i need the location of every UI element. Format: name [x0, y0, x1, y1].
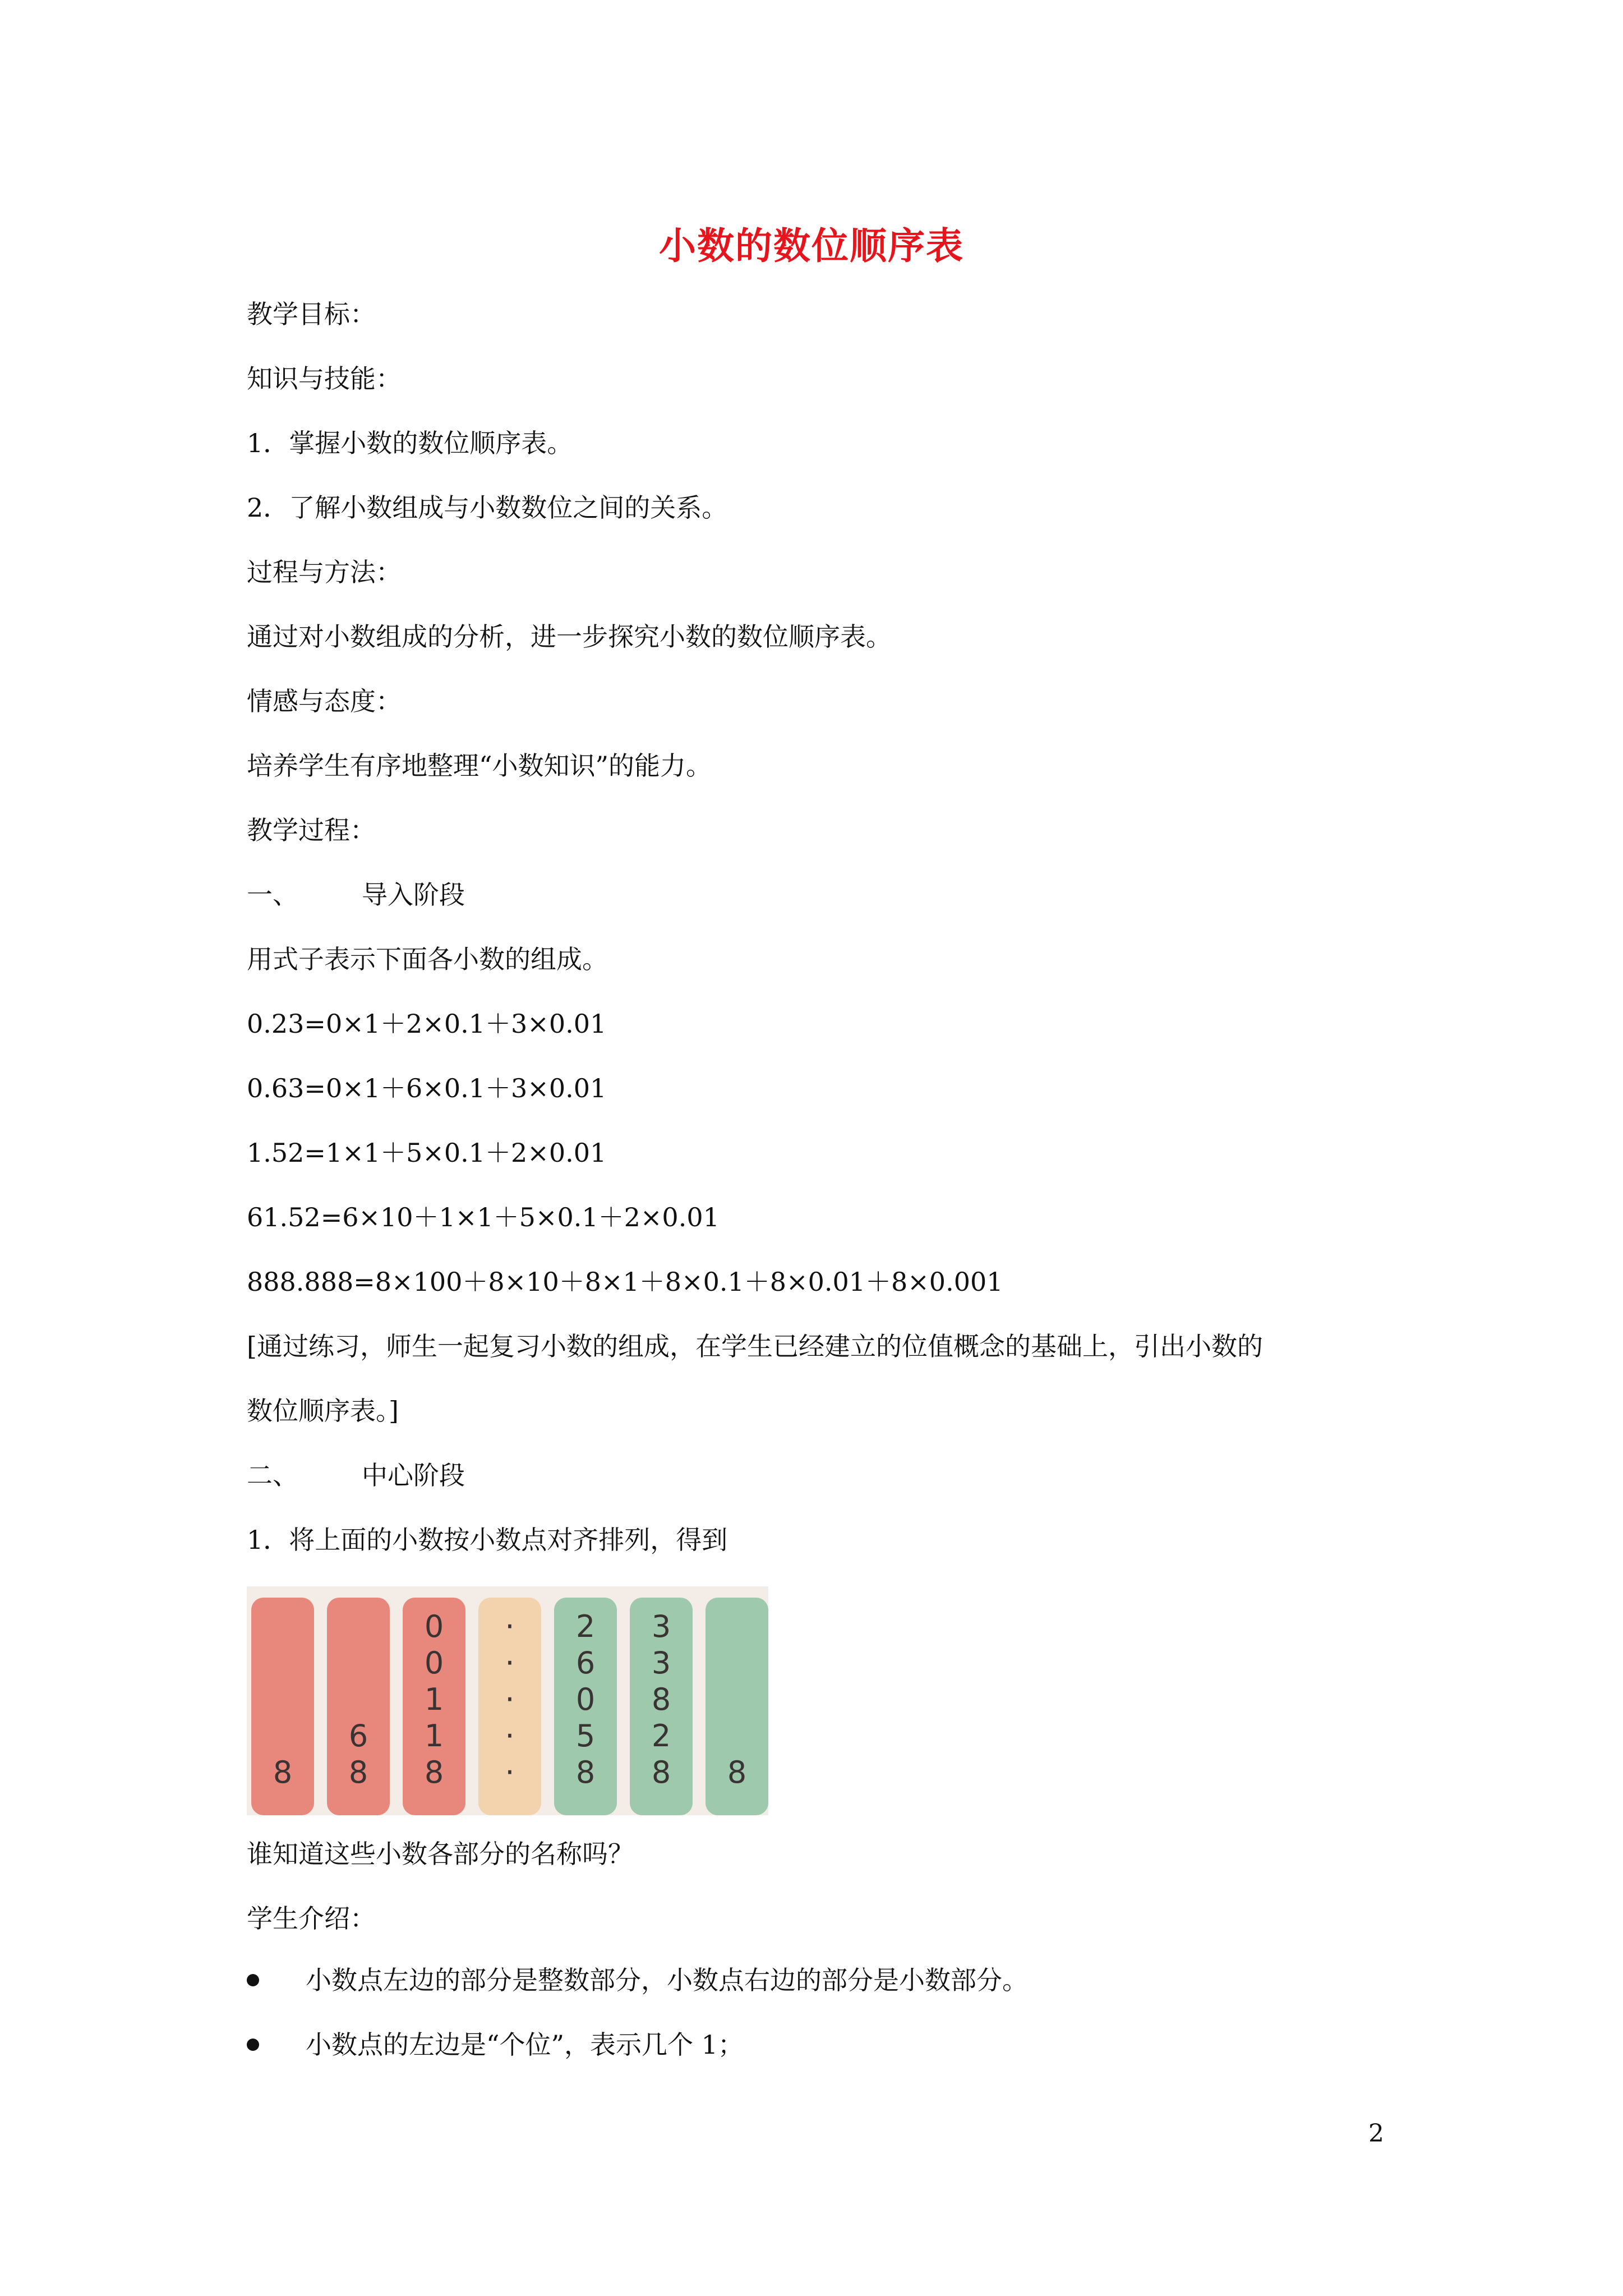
digit-cell: 3	[651, 1609, 671, 1644]
text-line: 通过对小数组成的分析，进一步探究小数的数位顺序表。	[247, 622, 892, 652]
digit-column	[478, 1598, 541, 1815]
text-line: 学生介绍：	[247, 1903, 376, 1934]
digit-cell: 2	[575, 1609, 596, 1644]
digit-cell: ·	[505, 1755, 515, 1790]
text-line: [通过练习，师生一起复习小数的组成，在学生已经建立的位值概念的基础上，引出小数的	[247, 1331, 1263, 1361]
text-line: 培养学生有序地整理“小数知识”的能力。	[247, 751, 712, 781]
text-line: 用式子表示下面各小数的组成。	[247, 944, 608, 974]
digit-cell: 0	[424, 1609, 444, 1644]
digit-cell: 0	[575, 1682, 596, 1717]
digit-cell: 8	[273, 1755, 293, 1790]
bullet-text: 小数点的左边是“个位”，表示几个 1；	[306, 2030, 744, 2060]
digit-cell: 2	[651, 1718, 671, 1754]
formula-line: 888.888=8×100＋8×10＋8×1＋8×0.1＋8×0.01＋8×0.001	[247, 1267, 1003, 1297]
text-line: 1．掌握小数的数位顺序表。	[247, 428, 573, 458]
formula-line: 0.23=0×1＋2×0.1＋3×0.01	[247, 1009, 607, 1039]
text-line: 情感与态度：	[247, 686, 402, 716]
text-line: 2．了解小数组成与小数数位之间的关系。	[247, 493, 728, 523]
text-line: 教学目标：	[247, 299, 376, 329]
digit-column	[630, 1598, 693, 1815]
digit-cell: 8	[651, 1682, 671, 1717]
section-title: 中心阶段	[362, 1460, 465, 1490]
digit-cell: ·	[505, 1718, 515, 1754]
digit-cell: 8	[651, 1755, 671, 1790]
digit-cell: 5	[575, 1718, 596, 1754]
page-title: 小数的数位顺序表	[659, 224, 964, 268]
text-line: 谁知道这些小数各部分的名称吗？	[247, 1839, 634, 1869]
digit-cell: ·	[505, 1682, 515, 1717]
decimal-alignment-figure	[247, 1586, 768, 1815]
digit-cell: 6	[575, 1645, 596, 1681]
digit-cell: 1	[424, 1718, 444, 1754]
bullet-icon	[247, 1974, 259, 1986]
text-line: 1．将上面的小数按小数点对齐排列，得到	[247, 1525, 728, 1555]
formula-line: 61.52=6×10＋1×1＋5×0.1＋2×0.01	[247, 1202, 720, 1232]
digit-cell: ·	[505, 1645, 515, 1681]
section-number: 一、	[247, 880, 298, 910]
text-line: 过程与方法：	[247, 557, 402, 587]
text-line: 教学过程：	[247, 815, 376, 845]
formula-line: 0.63=0×1＋6×0.1＋3×0.01	[247, 1073, 607, 1103]
bullet-icon	[247, 2039, 259, 2051]
digit-column	[403, 1598, 465, 1815]
page-number: 2	[1368, 2119, 1384, 2148]
digit-cell: ·	[505, 1609, 515, 1644]
formula-line: 1.52=1×1＋5×0.1＋2×0.01	[247, 1138, 607, 1168]
digit-cell: 1	[424, 1682, 444, 1717]
digit-column	[251, 1598, 314, 1815]
section-heading-2	[247, 1458, 465, 1492]
digit-cell: 8	[727, 1755, 747, 1790]
digit-column	[327, 1598, 390, 1815]
digit-cell: 0	[424, 1645, 444, 1681]
digit-column	[706, 1598, 768, 1815]
digit-cell: 8	[424, 1755, 444, 1790]
text-line: 数位顺序表。]	[247, 1396, 399, 1426]
digit-cell: 3	[651, 1645, 671, 1681]
bullet-text: 小数点左边的部分是整数部分，小数点右边的部分是小数部分。	[306, 1965, 1028, 1995]
section-title: 导入阶段	[362, 880, 465, 910]
section-heading-1	[247, 878, 465, 912]
digit-cell: 8	[348, 1755, 368, 1790]
digit-column	[554, 1598, 617, 1815]
text-line: 知识与技能：	[247, 364, 402, 394]
digit-cell: 6	[348, 1718, 368, 1754]
digit-cell: 8	[575, 1755, 596, 1790]
section-number: 二、	[247, 1460, 298, 1490]
